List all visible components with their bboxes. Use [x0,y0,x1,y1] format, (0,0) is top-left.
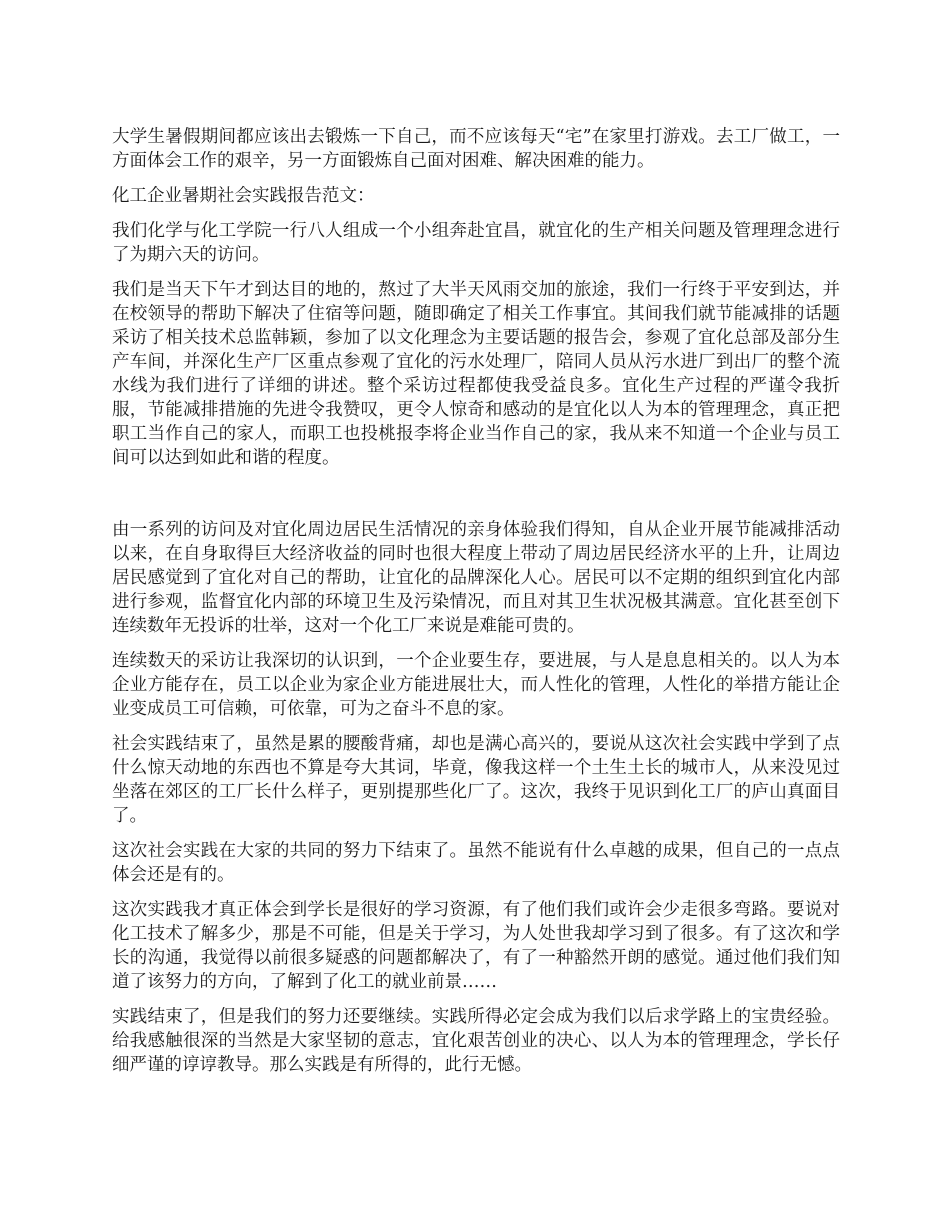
paragraph-gap [112,481,840,518]
intro-paragraph: 大学生暑假期间都应该出去锻炼一下自己，而不应该每天“宅”在家里打游戏。去工厂做工，一方面体会工作的艰辛，另一方面锻炼自己面对困难、解决困难的能力。 [112,127,840,171]
people-oriented-paragraph: 连续数天的采访让我深切的认识到，一个企业要生存，要进展，与人是息息相关的。以人为本企业方能存在，员工以企业为家企业方能进展壮大，而人性化的管理，人性化的举措方能让企业变成员工可信赖，可依靠，可为之奋斗不息的家。 [112,651,840,719]
team-effort-paragraph: 这次社会实践在大家的共同的努力下结束了。虽然不能说有什么卓越的成果，但自己的一点点体会还是有的。 [112,841,840,885]
practice-end-paragraph: 社会实践结束了，虽然是累的腰酸背痛，却也是满心高兴的，要说从这次社会实践中学到了点什么惊天动地的东西也不算是夸大其词，毕竟，像我这样一个土生土长的城市人，从来没见过坐落在郊区的工厂长什么样子，更别提那些化厂了。这次，我终于见识到化工厂的庐山真面目了。 [112,734,840,826]
community-impact-paragraph: 由一系列的访问及对宜化周边居民生活情况的亲身体验我们得知，自从企业开展节能减排活动以来，在自身取得巨大经济收益的同时也很大程度上带动了周边居民经济水平的上升，让周边居民感觉到了宜化对自己的帮助，让宜化的品牌深化人心。居民可以不定期的组织到宜化内部进行参观，监督宜化内部的环境卫生及污染情况，而且对其卫生状况极其满意。宜化甚至创下连续数年无投诉的壮举，这对一个化工厂来说是难能可贵的。 [112,520,840,636]
seniors-learning-paragraph: 这次实践我才真正体会到学长是很好的学习资源，有了他们我们或许会少走很多弯路。要说对化工技术了解多少，那是不可能，但是关于学习，为人处世我却学习到了很多。有了这次和学长的沟通，我觉得以前很多疑惑的问题都解决了，有了一种豁然开朗的感觉。通过他们我们知道了该努力的方向，了解到了化工的就业前景…… [112,900,840,992]
arrival-paragraph: 我们是当天下午才到达目的地的，熬过了大半天风雨交加的旅途，我们一行终于平安到达，并在校领导的帮助下解决了住宿等问题，随即确定了相关工作事宜。其间我们就节能减排的话题采访了相关技术总监韩颖，参加了以文化理念为主要话题的报告会，参观了宜化总部及部分生产车间，并深化生产厂区重点参观了宜化的污水处理厂，陪同人员从污水进厂到出厂的整个流水线为我们进行了详细的讲述。整个采访过程都使我受益良多。宜化生产过程的严谨令我折服，节能减排措施的先进令我赞叹，更令人惊奇和感动的是宜化以人为本的管理理念，真正把职工当作自己的家人，而职工也投桃报李将企业当作自己的家，我从来不知道一个企业与员工间可以达到如此和谐的程度。 [112,280,840,468]
section-heading: 化工企业暑期社会实践报告范文： [112,186,375,206]
conclusion-paragraph: 实践结束了，但是我们的努力还要继续。实践所得必定会成为我们以后求学路上的宝贵经验。给我感触很深的当然是大家坚韧的意志，宜化艰苦创业的决心、以人为本的管理理念，学长仔细严谨的谆谆教导。那么实践是有所得的，此行无憾。 [112,1007,840,1075]
visit-summary-paragraph: 我们化学与化工学院一行八人组成一个小组奔赴宜昌，就宜化的生产相关问题及管理理念进行了为期六天的访问。 [112,221,840,265]
document-body [112,125,840,1088]
